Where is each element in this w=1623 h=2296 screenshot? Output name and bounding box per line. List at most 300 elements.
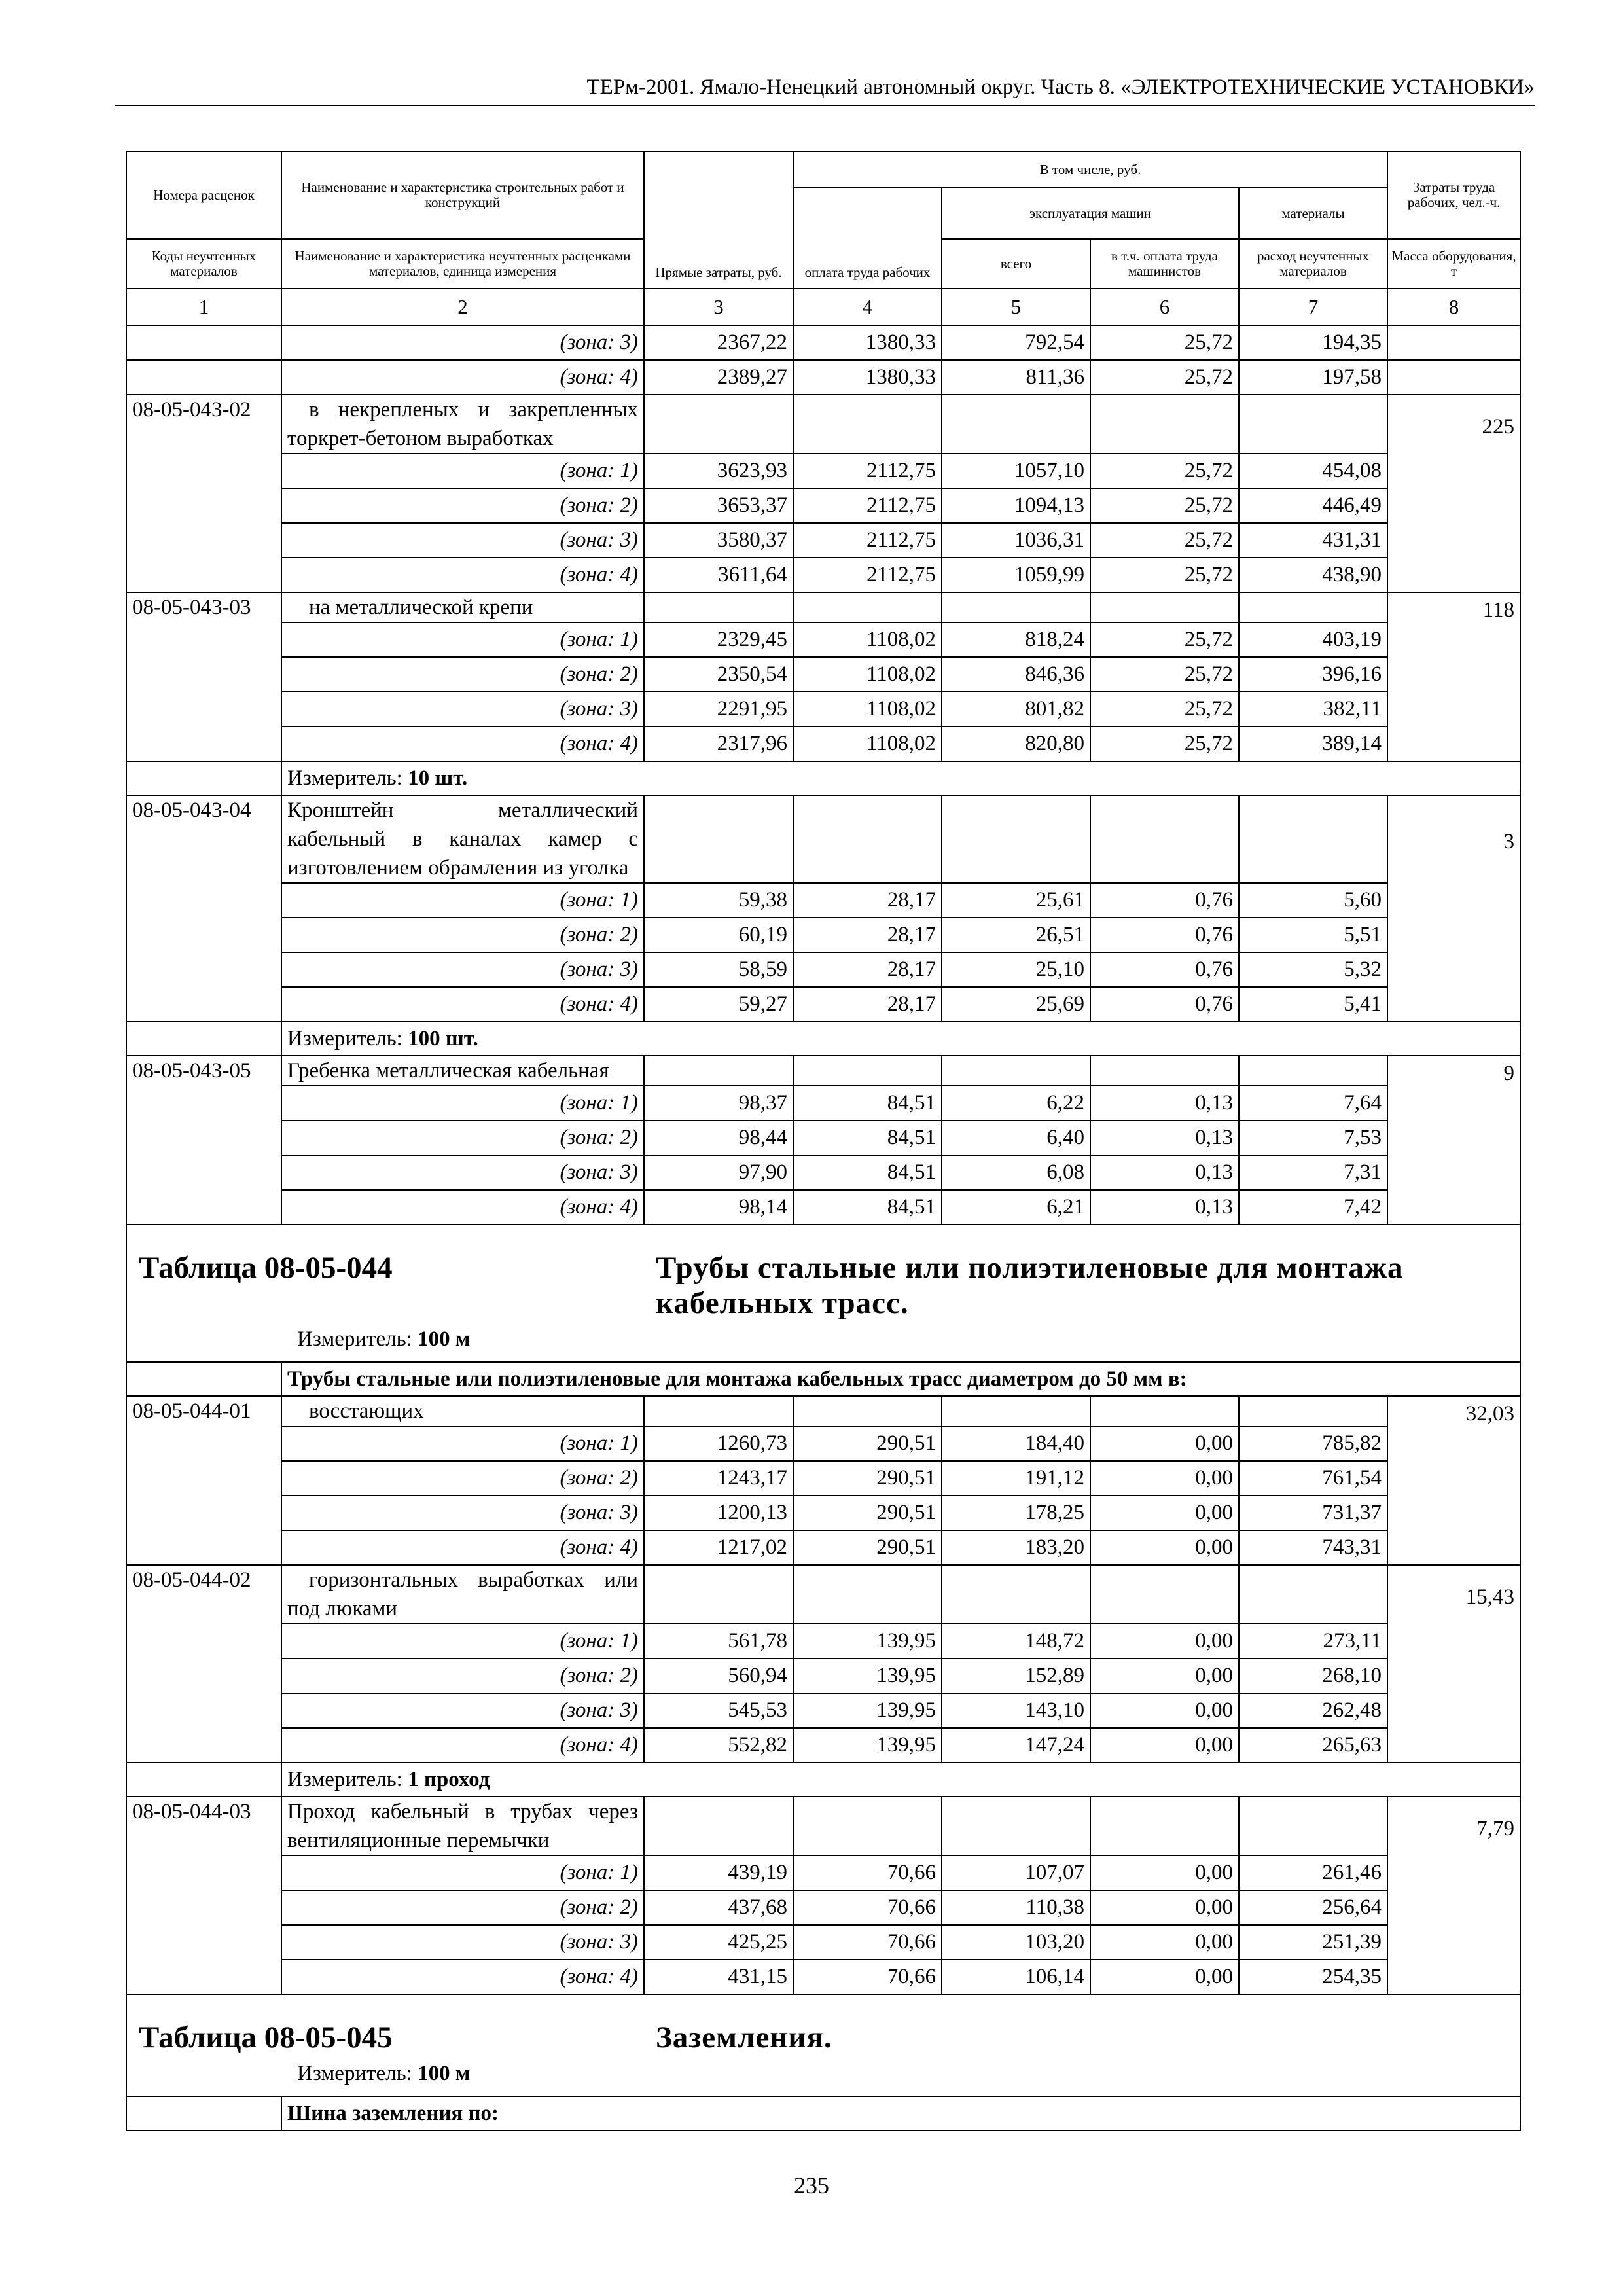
table-heading-cell (126, 1994, 1520, 2096)
empty-cell (793, 592, 942, 622)
value-cell: 106,14 (942, 1960, 1090, 1994)
header-col5: всего (942, 239, 1090, 289)
empty-cell (1090, 395, 1239, 454)
code-cell (126, 1763, 281, 1797)
value-cell: 820,80 (942, 726, 1090, 761)
zone-row (126, 488, 1520, 523)
value-cell: 25,69 (942, 987, 1090, 1022)
header-col2b: Наименование и характеристика неучтенных расценками материалов, единица измерения (281, 239, 644, 289)
value-cell: 0,76 (1090, 952, 1239, 987)
labor-cost: 7,79 (1387, 1797, 1520, 1994)
value-cell: 846,36 (942, 657, 1090, 692)
value-cell: 26,51 (942, 918, 1090, 952)
meter-cell (281, 1022, 1520, 1056)
meter-value: 100 м (418, 2062, 471, 2085)
zone-row (126, 523, 1520, 558)
value-cell: 139,95 (793, 1624, 942, 1659)
meter-label: Измеритель: (287, 766, 408, 790)
item-code: 08-05-043-05 (126, 1056, 281, 1225)
empty-cell (1090, 1056, 1239, 1086)
empty-cell (644, 592, 793, 622)
value-cell: 545,53 (644, 1693, 793, 1728)
value-cell: 5,32 (1239, 952, 1387, 987)
zone-row (126, 952, 1520, 987)
value-cell: 0,76 (1090, 883, 1239, 918)
item-name: горизонтальных выработках или под люками (281, 1565, 644, 1624)
value-cell: 25,61 (942, 883, 1090, 918)
value-cell: 425,25 (644, 1925, 793, 1960)
meter-cell (281, 761, 1520, 795)
value-cell: 1200,13 (644, 1496, 793, 1530)
header-col7a: материалы (1239, 188, 1387, 239)
meter-value: 100 шт. (408, 1027, 478, 1050)
zone-row (126, 1890, 1520, 1925)
value-cell: 0,13 (1090, 1190, 1239, 1225)
zone-row (126, 1659, 1520, 1693)
value-cell: 28,17 (793, 883, 942, 918)
value-cell: 97,90 (644, 1155, 793, 1190)
value-cell: 0,00 (1090, 1461, 1239, 1496)
empty-cell (1090, 1396, 1239, 1426)
header-col8a: Затраты труда рабочих, чел.-ч. (1387, 151, 1520, 239)
value-cell: 743,31 (1239, 1530, 1387, 1565)
value-cell: 0,13 (1090, 1121, 1239, 1155)
value-cell: 98,37 (644, 1086, 793, 1121)
zone-row (126, 1426, 1520, 1461)
zone-label: (зона: 4) (281, 1728, 644, 1763)
col-number: 1 (126, 289, 281, 325)
value-cell: 25,72 (1090, 523, 1239, 558)
value-cell: 261,46 (1239, 1856, 1387, 1890)
value-cell: 110,38 (942, 1890, 1090, 1925)
table-heading (139, 1250, 1508, 1321)
zone-label: (зона: 3) (281, 952, 644, 987)
value-cell: 290,51 (793, 1530, 942, 1565)
value-cell: 152,89 (942, 1659, 1090, 1693)
value-cell: 59,38 (644, 883, 793, 918)
col-number: 3 (644, 289, 793, 325)
value-cell: 3580,37 (644, 523, 793, 558)
labor-cost: 9 (1387, 1056, 1520, 1225)
value-cell: 6,40 (942, 1121, 1090, 1155)
col-number: 6 (1090, 289, 1239, 325)
zone-label: (зона: 3) (281, 1155, 644, 1190)
zone-label: (зона: 3) (281, 1693, 644, 1728)
value-cell: 3611,64 (644, 558, 793, 592)
value-cell: 2291,95 (644, 692, 793, 726)
value-cell: 438,90 (1239, 558, 1387, 592)
value-cell: 1108,02 (793, 657, 942, 692)
value-cell: 792,54 (942, 325, 1090, 360)
table-title: Заземления. (656, 2020, 832, 2054)
empty-cell (793, 1565, 942, 1624)
zone-row (126, 1624, 1520, 1659)
value-cell: 84,51 (793, 1190, 942, 1225)
zone-label: (зона: 4) (281, 1190, 644, 1225)
value-cell: 2317,96 (644, 726, 793, 761)
zone-row (126, 454, 1520, 488)
zone-label: (зона: 4) (281, 360, 644, 395)
header-col8b: Масса оборудования, т (1387, 239, 1520, 289)
empty-cell (793, 395, 942, 454)
header-text: ТЕРм-2001. Ямало-Ненецкий автономный округ. Часть 8. «ЭЛЕКТРОТЕХНИЧЕСКИЕ УСТАНОВКИ» (586, 75, 1535, 99)
value-cell: 3653,37 (644, 488, 793, 523)
col-number: 7 (1239, 289, 1387, 325)
value-cell: 98,14 (644, 1190, 793, 1225)
value-cell: 7,42 (1239, 1190, 1387, 1225)
value-cell: 1108,02 (793, 692, 942, 726)
zone-row (126, 1190, 1520, 1225)
empty-cell (793, 1056, 942, 1086)
value-cell: 25,72 (1090, 558, 1239, 592)
zone-row (126, 622, 1520, 657)
labor-cost: 3 (1387, 795, 1520, 1022)
value-cell: 25,72 (1090, 692, 1239, 726)
value-cell: 139,95 (793, 1659, 942, 1693)
value-cell: 0,00 (1090, 1856, 1239, 1890)
value-cell: 84,51 (793, 1121, 942, 1155)
item-code: 08-05-043-03 (126, 592, 281, 761)
value-cell: 107,07 (942, 1856, 1090, 1890)
item-row (126, 592, 1520, 622)
value-cell: 1057,10 (942, 454, 1090, 488)
empty-cell (1090, 1565, 1239, 1624)
item-code: 08-05-043-04 (126, 795, 281, 1022)
item-code: 08-05-044-01 (126, 1396, 281, 1565)
meter-label: Измеритель: (287, 1027, 408, 1050)
group-row (126, 2096, 1520, 2130)
meter-label: Измеритель: (297, 2062, 418, 2085)
item-name: восстающих (281, 1396, 644, 1426)
value-cell: 3623,93 (644, 454, 793, 488)
empty-cell (793, 1797, 942, 1856)
value-cell: 785,82 (1239, 1426, 1387, 1461)
item-row (126, 395, 1520, 454)
header-col6: в т.ч. оплата труда машинистов (1090, 239, 1239, 289)
zone-row (126, 1530, 1520, 1565)
header-col2a: Наименование и характеристика строительных работ и конструкций (281, 151, 644, 239)
item-row (126, 795, 1520, 883)
value-cell: 70,66 (793, 1925, 942, 1960)
value-cell: 265,63 (1239, 1728, 1387, 1763)
value-cell: 25,72 (1090, 726, 1239, 761)
value-cell: 0,00 (1090, 1624, 1239, 1659)
zone-label: (зона: 4) (281, 726, 644, 761)
value-cell: 25,72 (1090, 454, 1239, 488)
value-cell: 25,72 (1090, 657, 1239, 692)
value-cell: 1217,02 (644, 1530, 793, 1565)
value-cell: 1380,33 (793, 360, 942, 395)
empty-cell (1090, 795, 1239, 883)
value-cell: 1380,33 (793, 325, 942, 360)
value-cell: 139,95 (793, 1693, 942, 1728)
empty-cell (793, 795, 942, 883)
zone-label: (зона: 2) (281, 918, 644, 952)
zone-label: (зона: 1) (281, 1624, 644, 1659)
value-cell: 439,19 (644, 1856, 793, 1890)
meter-value: 100 м (418, 1327, 471, 1351)
zone-label: (зона: 4) (281, 1530, 644, 1565)
col-number: 5 (942, 289, 1090, 325)
code-cell (126, 761, 281, 795)
code-cell (126, 1362, 281, 1396)
empty-cell (1239, 1396, 1387, 1426)
value-cell: 7,64 (1239, 1086, 1387, 1121)
value-cell: 178,25 (942, 1496, 1090, 1530)
value-cell: 28,17 (793, 918, 942, 952)
value-cell: 0,00 (1090, 1890, 1239, 1925)
value-cell: 25,72 (1090, 325, 1239, 360)
item-name: Кронштейн металлический кабельный в каналах камер с изготовлением обрамления из уголка (281, 795, 644, 883)
zone-row (126, 692, 1520, 726)
meter-row (126, 1022, 1520, 1056)
table-heading-cell (126, 1225, 1520, 1362)
zone-row (126, 1856, 1520, 1890)
value-cell: 59,27 (644, 987, 793, 1022)
value-cell: 183,20 (942, 1530, 1090, 1565)
header-incl: В том числе, руб. (793, 151, 1387, 188)
table-number: Таблица 08-05-044 (139, 1251, 393, 1285)
empty-cell (1239, 795, 1387, 883)
code-cell (126, 325, 281, 360)
zone-row (126, 1121, 1520, 1155)
zone-label: (зона: 1) (281, 883, 644, 918)
zone-label: (зона: 2) (281, 1461, 644, 1496)
value-cell: 1036,31 (942, 523, 1090, 558)
value-cell: 251,39 (1239, 1925, 1387, 1960)
group-heading: Шина заземления по: (281, 2096, 1520, 2130)
value-cell: 437,68 (644, 1890, 793, 1925)
item-code: 08-05-044-02 (126, 1565, 281, 1763)
value-cell: 560,94 (644, 1659, 793, 1693)
value-cell: 6,22 (942, 1086, 1090, 1121)
table-meter (139, 1325, 1508, 1354)
value-cell: 1108,02 (793, 726, 942, 761)
item-code: 08-05-044-03 (126, 1797, 281, 1994)
empty-cell (644, 1056, 793, 1086)
value-cell: 389,14 (1239, 726, 1387, 761)
value-cell: 290,51 (793, 1496, 942, 1530)
value-cell: 0,13 (1090, 1086, 1239, 1121)
labor-cell (1387, 360, 1520, 395)
zone-row (126, 657, 1520, 692)
value-cell: 0,00 (1090, 1925, 1239, 1960)
zone-label: (зона: 4) (281, 1960, 644, 1994)
group-heading: Трубы стальные или полиэтиленовые для монтажа кабельных трасс диаметром до 50 мм в: (281, 1362, 1520, 1396)
empty-cell (1239, 1797, 1387, 1856)
value-cell: 5,51 (1239, 918, 1387, 952)
value-cell: 25,72 (1090, 622, 1239, 657)
value-cell: 148,72 (942, 1624, 1090, 1659)
empty-cell (1090, 592, 1239, 622)
price-table (126, 151, 1521, 2131)
value-cell: 28,17 (793, 952, 942, 987)
value-cell: 290,51 (793, 1461, 942, 1496)
value-cell: 2367,22 (644, 325, 793, 360)
value-cell: 0,00 (1090, 1960, 1239, 1994)
code-cell (126, 360, 281, 395)
zone-label: (зона: 1) (281, 1086, 644, 1121)
table-heading (139, 2020, 1508, 2055)
table-meter (139, 2059, 1508, 2088)
code-cell (126, 2096, 281, 2130)
value-cell: 446,49 (1239, 488, 1387, 523)
value-cell: 0,00 (1090, 1496, 1239, 1530)
header-col1a: Номера расценок (126, 151, 281, 239)
col-number: 4 (793, 289, 942, 325)
meter-value: 10 шт. (408, 766, 468, 790)
running-header (115, 73, 1535, 106)
value-cell: 191,12 (942, 1461, 1090, 1496)
zone-label: (зона: 1) (281, 1856, 644, 1890)
zone-label: (зона: 3) (281, 692, 644, 726)
value-cell: 1094,13 (942, 488, 1090, 523)
zone-label: (зона: 2) (281, 1890, 644, 1925)
value-cell: 70,66 (793, 1960, 942, 1994)
labor-cost: 118 (1387, 592, 1520, 761)
value-cell: 431,31 (1239, 523, 1387, 558)
col-number: 8 (1387, 289, 1520, 325)
meter-row (126, 1763, 1520, 1797)
empty-cell (1239, 1565, 1387, 1624)
labor-cost: 32,03 (1387, 1396, 1520, 1565)
zone-label: (зона: 4) (281, 558, 644, 592)
value-cell: 25,72 (1090, 488, 1239, 523)
empty-cell (942, 1396, 1090, 1426)
value-cell: 60,19 (644, 918, 793, 952)
zone-label: (зона: 2) (281, 1121, 644, 1155)
value-cell: 2329,45 (644, 622, 793, 657)
value-cell: 0,00 (1090, 1728, 1239, 1763)
empty-cell (793, 1396, 942, 1426)
page-number: 235 (794, 2172, 829, 2198)
value-cell: 5,60 (1239, 883, 1387, 918)
value-cell: 731,37 (1239, 1496, 1387, 1530)
zone-row (126, 987, 1520, 1022)
zone-label: (зона: 3) (281, 325, 644, 360)
item-name: в некрепленых и закрепленных торкрет-бетоном выработках (281, 395, 644, 454)
value-cell: 2112,75 (793, 454, 942, 488)
value-cell: 2350,54 (644, 657, 793, 692)
zone-label: (зона: 2) (281, 488, 644, 523)
value-cell: 290,51 (793, 1426, 942, 1461)
empty-cell (942, 395, 1090, 454)
value-cell: 0,76 (1090, 918, 1239, 952)
zone-row (126, 1496, 1520, 1530)
value-cell: 254,35 (1239, 1960, 1387, 1994)
zone-row (126, 1728, 1520, 1763)
zone-row (126, 1693, 1520, 1728)
zone-label: (зона: 3) (281, 523, 644, 558)
table-title: Трубы стальные или полиэтиленовые для монтажа кабельных трасс. (656, 1251, 1404, 1320)
item-row (126, 1056, 1520, 1086)
value-cell: 1243,17 (644, 1461, 793, 1496)
value-cell: 396,16 (1239, 657, 1387, 692)
meter-row (126, 761, 1520, 795)
value-cell: 6,08 (942, 1155, 1090, 1190)
empty-cell (644, 1565, 793, 1624)
item-code: 08-05-043-02 (126, 395, 281, 592)
zone-row (126, 558, 1520, 592)
zone-row (126, 726, 1520, 761)
zone-row (126, 1461, 1520, 1496)
zone-row (126, 1155, 1520, 1190)
meter-cell (281, 1763, 1520, 1797)
meter-label: Измеритель: (287, 1768, 408, 1791)
empty-cell (1239, 592, 1387, 622)
zone-row (126, 325, 1520, 360)
value-cell: 0,00 (1090, 1426, 1239, 1461)
value-cell: 382,11 (1239, 692, 1387, 726)
header-col3: Прямые затраты, руб. (644, 151, 793, 289)
value-cell: 2112,75 (793, 558, 942, 592)
value-cell: 28,17 (793, 987, 942, 1022)
value-cell: 197,58 (1239, 360, 1387, 395)
zone-label: (зона: 2) (281, 1659, 644, 1693)
value-cell: 0,00 (1090, 1693, 1239, 1728)
value-cell: 0,00 (1090, 1659, 1239, 1693)
value-cell: 256,64 (1239, 1890, 1387, 1925)
header-col4: оплата труда рабочих (793, 188, 942, 289)
empty-cell (1090, 1797, 1239, 1856)
value-cell: 0,00 (1090, 1530, 1239, 1565)
table-heading-row (126, 1994, 1520, 2096)
value-cell: 98,44 (644, 1121, 793, 1155)
value-cell: 431,15 (644, 1960, 793, 1994)
zone-label: (зона: 3) (281, 1496, 644, 1530)
item-row (126, 1797, 1520, 1856)
value-cell: 7,53 (1239, 1121, 1387, 1155)
meter-label: Измеритель: (297, 1327, 418, 1351)
value-cell: 70,66 (793, 1890, 942, 1925)
item-row (126, 1565, 1520, 1624)
header-col56: эксплуатация машин (942, 188, 1239, 239)
item-name: на металлической крепи (281, 592, 644, 622)
value-cell: 262,48 (1239, 1693, 1387, 1728)
header-col7b: расход неучтенных материалов (1239, 239, 1387, 289)
value-cell: 139,95 (793, 1728, 942, 1763)
labor-cost: 225 (1387, 395, 1520, 592)
empty-cell (942, 1797, 1090, 1856)
value-cell: 58,59 (644, 952, 793, 987)
value-cell: 761,54 (1239, 1461, 1387, 1496)
header-col1b: Коды неучтенных материалов (126, 239, 281, 289)
zone-label: (зона: 1) (281, 454, 644, 488)
zone-label: (зона: 1) (281, 622, 644, 657)
value-cell: 143,10 (942, 1693, 1090, 1728)
value-cell: 103,20 (942, 1925, 1090, 1960)
value-cell: 25,10 (942, 952, 1090, 987)
zone-label: (зона: 3) (281, 1925, 644, 1960)
value-cell: 268,10 (1239, 1659, 1387, 1693)
value-cell: 454,08 (1239, 454, 1387, 488)
empty-cell (644, 1396, 793, 1426)
value-cell: 818,24 (942, 622, 1090, 657)
value-cell: 84,51 (793, 1086, 942, 1121)
value-cell: 801,82 (942, 692, 1090, 726)
value-cell: 561,78 (644, 1624, 793, 1659)
zone-label: (зона: 4) (281, 987, 644, 1022)
labor-cost: 15,43 (1387, 1565, 1520, 1763)
zone-row (126, 883, 1520, 918)
value-cell: 6,21 (942, 1190, 1090, 1225)
value-cell: 194,35 (1239, 325, 1387, 360)
value-cell: 25,72 (1090, 360, 1239, 395)
zone-row (126, 918, 1520, 952)
col-number: 2 (281, 289, 644, 325)
empty-cell (942, 795, 1090, 883)
zone-row (126, 1925, 1520, 1960)
